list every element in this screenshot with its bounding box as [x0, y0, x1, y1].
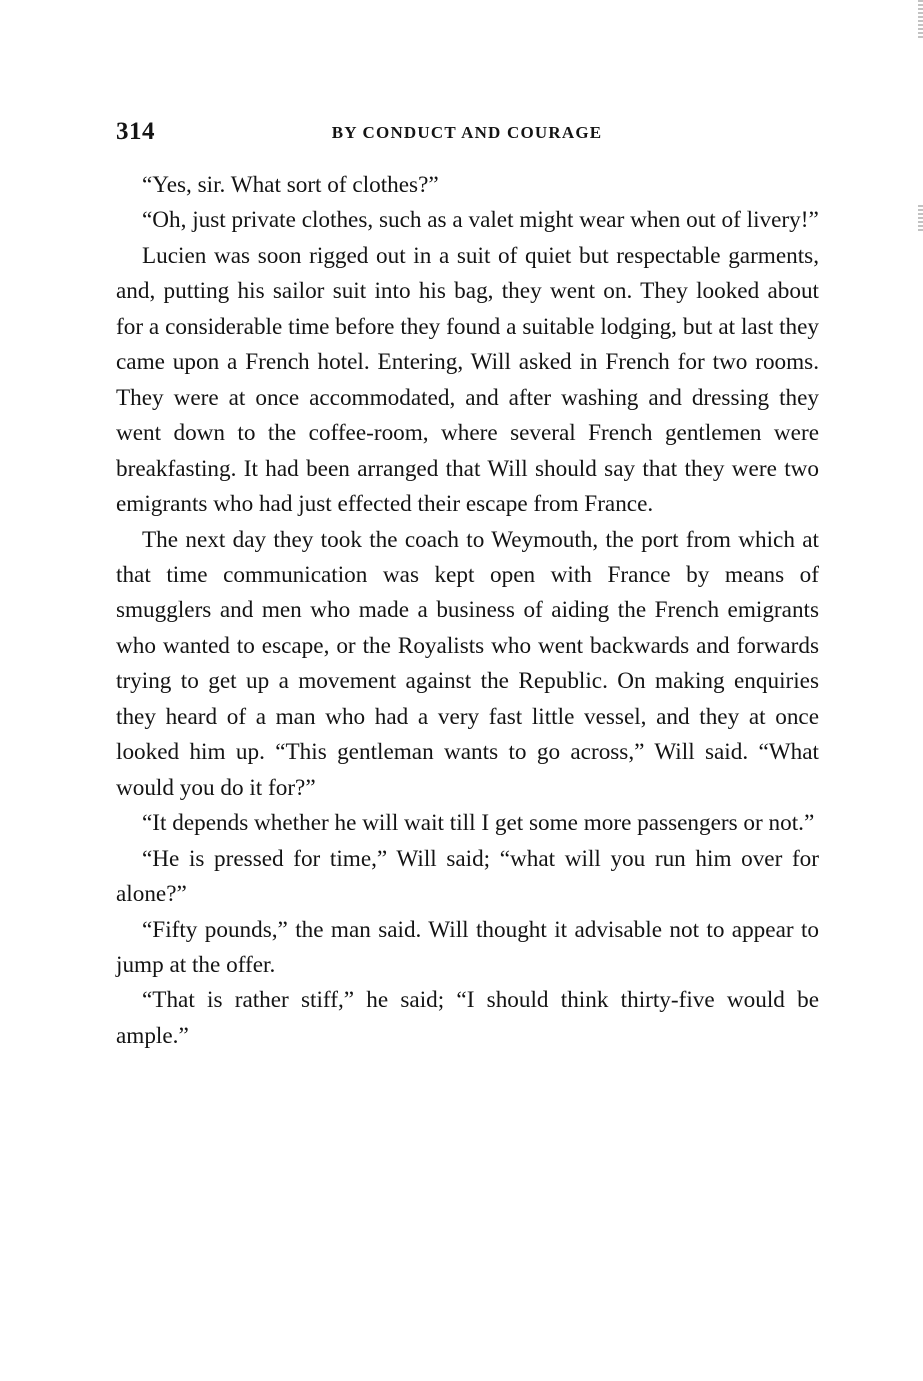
- page-edge-mark: [918, 205, 923, 233]
- running-title: BY CONDUCT AND COURAGE: [331, 123, 603, 142]
- paragraph: “That is rather stiff,” he said; “I should think thirty-five would be ample.”: [116, 987, 819, 1049]
- paragraph: “Fifty pounds,” the man said. Will thought it advisable not to appear to jump at the offer.: [116, 916, 819, 978]
- page-body: [116, 168, 819, 1054]
- page-edge-mark: [918, 0, 923, 40]
- paragraph: The next day they took the coach to Weymouth, the port from which at that time communication was kept open with France by means of smugglers and men who made a business of aiding the French emigrants who wanted to escape, or the Royalists who went backwards and forwards trying to get up a movement against the Republic. On making enquiries they heard of a man who had a very fast little vessel, and they at once looked him up. “This gentleman wants to go across,” Will said. “What would you do it for?”: [116, 526, 819, 801]
- paragraph: “Oh, just private clothes, such as a valet might wear when out of livery!”: [142, 207, 819, 234]
- paragraph: “He is pressed for time,” Will said; “what will you run him over for alone?”: [116, 845, 819, 908]
- paragraph: “It depends whether he will wait till I get some more passengers or not.”: [142, 810, 815, 837]
- page-number: 314: [116, 118, 155, 145]
- paragraph: Lucien was soon rigged out in a suit of quiet but respectable garments, and, putting his sailor suit into his bag, they went on. They looked about for a considerable time before they found a suitable lodging, but at last they came upon a French hotel. Entering, Will asked in French for two rooms. They were at once accommodated, and after washing and dressing they went down to the coffee-room, where several French gentlemen were breakfasting. It had been arranged that Will should say that they were two emigrants who had just effected their escape from France.: [116, 242, 819, 518]
- paragraph: “Yes, sir. What sort of clothes?”: [142, 172, 439, 198]
- page-header: [116, 118, 818, 154]
